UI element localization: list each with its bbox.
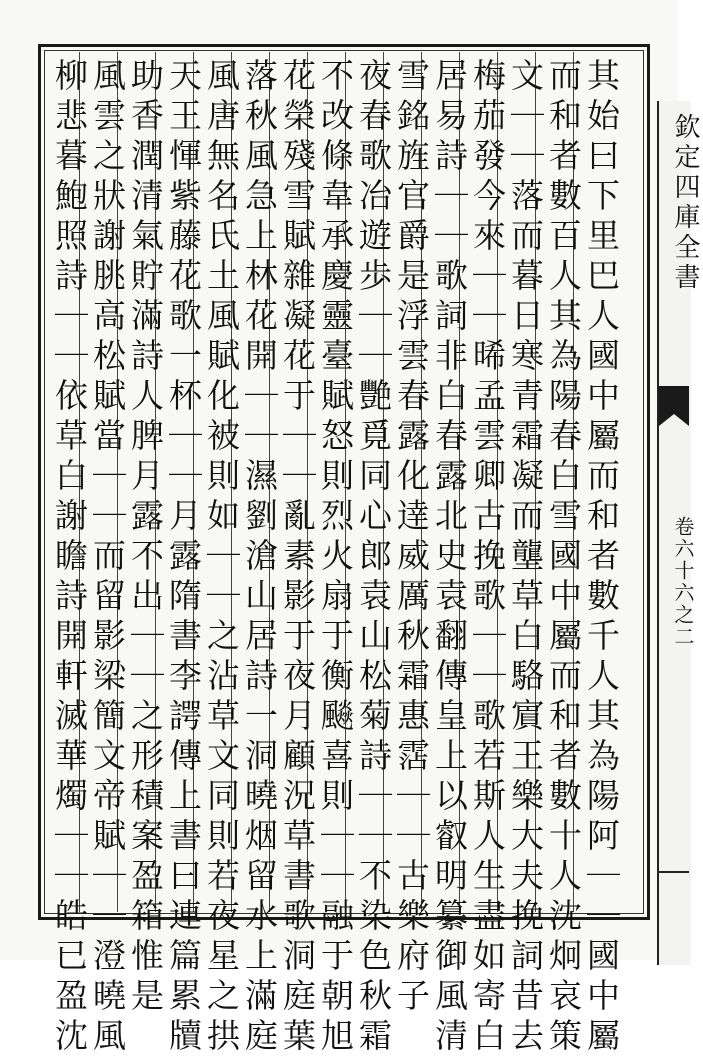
text-column-11: 風唐無名氏土風賦化被則如｜｜之沾草文同則若夜星之拱 <box>202 58 241 1058</box>
text-column-6: 雪銘旌官爵是浮雲春露化逹威厲秋霜惠霑｜｜古樂府子 <box>392 58 431 1018</box>
text-column-7: 夜春歌冶遊歩｜｜艷覓同心郎袁山松菊詩｜｜不染色秋霜 <box>354 58 393 1058</box>
banxin-center-strip <box>657 101 700 965</box>
text-column-4: 梅茄發今來｜｜晞孟雲卿古挽歌｜｜歌若斯人生盡如寄白 <box>468 58 507 1058</box>
banxin-title: 欽定四庫全書 <box>670 113 700 293</box>
text-column-9: 花榮殘雪賦雜凝花于｜｜亂素影于夜月顧況草書歌洞庭葉 <box>278 58 317 1058</box>
text-column-5: 居易詩｜｜歌詞非白春露北史袁翻傳皇上以叡明纂御風清 <box>430 58 469 1058</box>
text-column-1: 其始曰下里巴人國中屬而和者數千人其為陽阿｜｜國中屬 <box>582 58 621 1058</box>
text-column-10: 落秋風急上林花開｜｜濕劉滄山居詩一洞曉烟留水上滿庭 <box>240 58 279 1058</box>
text-column-15: 柳悲暮鮑照詩｜｜依草白謝瞻詩開軒滅華燭｜｜皓已盈沈 <box>50 58 89 1058</box>
text-column-2: 而和者數百人其為陽春白雪國中屬而和者數十人沈炯哀策 <box>544 58 583 1058</box>
text-column-3: 文｜｜落而暮日寒青霜凝而壟草白駱賔王樂大夫挽詞昔去 <box>506 58 545 1058</box>
banxin-juan-number: 卷六十六之二 <box>671 516 695 648</box>
text-column-14: 風雲之狀謝朓高松賦當｜｜而留影梁簡文帝賦｜｜澄曉風 <box>88 58 127 1058</box>
text-column-13: 助香潤清氣貯滿詩人脾月露不出｜｜之形積案盈箱惟是 <box>126 58 165 1018</box>
text-column-8: 不改條韋承慶靈臺賦怒則烈火扇于衡飈喜則｜｜融于朝旭 <box>316 58 355 1058</box>
text-column-12: 天王惲紫藤花歌一杯｜｜月露隋書李諤傳上書曰連篇累牘 <box>164 58 203 1058</box>
fishtail-bottom-rule <box>659 871 689 873</box>
fishtail-mark <box>659 386 689 426</box>
